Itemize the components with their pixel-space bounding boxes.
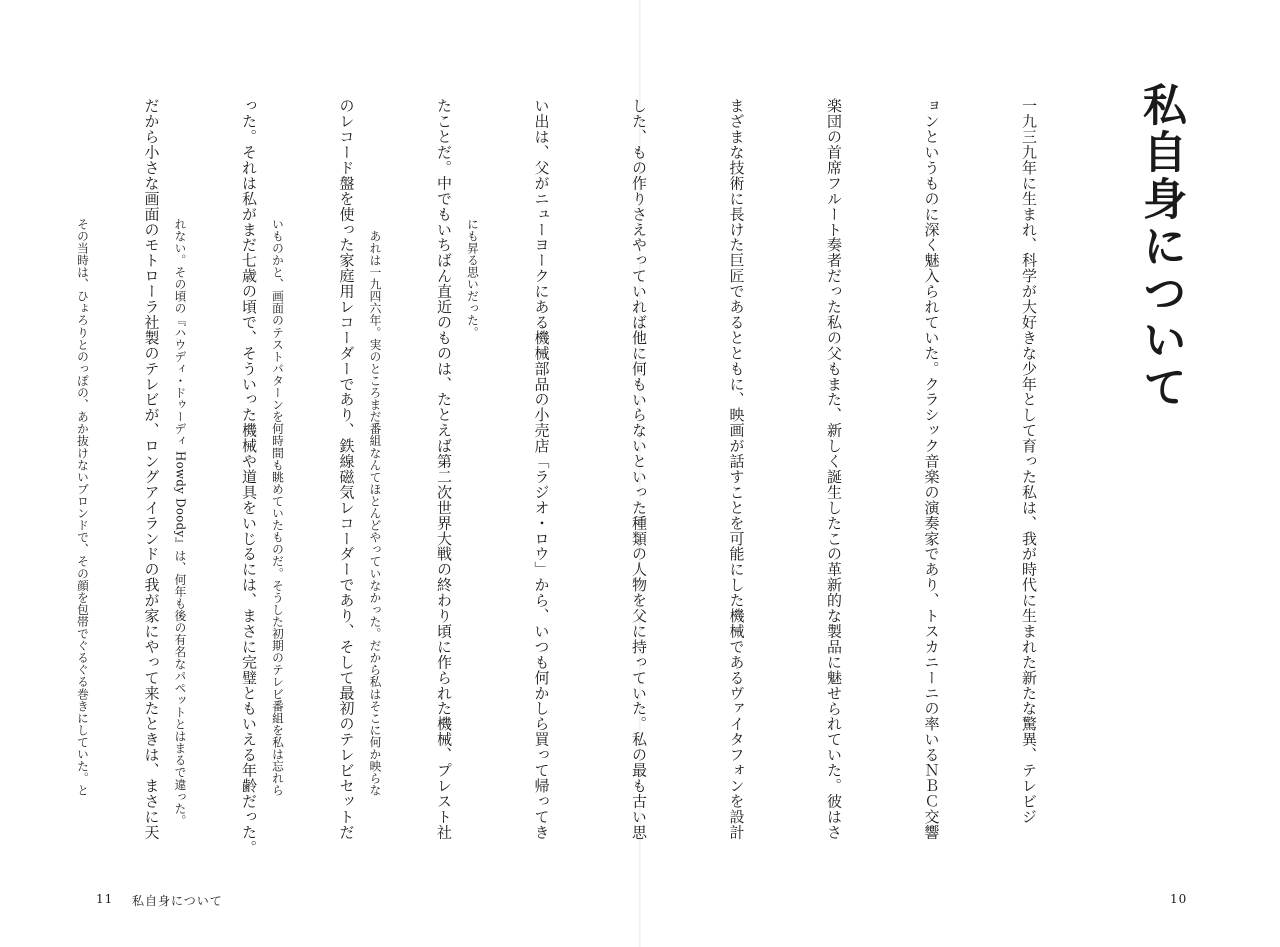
text-line: だから小さな画面のモトローラ社製のテレビが、ロングアイランドの我が家にやって来たときは、まさに天	[142, 98, 161, 840]
running-head: 私自身について	[132, 894, 223, 908]
page-number-left: 11	[96, 892, 114, 906]
text-line: った。それは私がまだ七歳の頃で、そういった機械や道具をいじるには、まさに完璧ともいえる年齢だった。	[240, 98, 258, 856]
text-line: まざまな技術に長けた巨匠であるとともに、映画が話すことを可能にした機械であるヴァイタフォンを設計	[727, 98, 746, 840]
text-line: あれは一九四六年。実のところまだ番組なんてほとんどやっていなかった。だから私はそこに何か映らな	[368, 218, 383, 797]
text-line: いものかと、画面のテストパターンを何時間も眺めていたものだ。そうした初期のテレビ番組を私は忘れら	[271, 218, 285, 797]
text-line: ョンというものに深く魅入られていた。クラシック音楽の演奏家であり、トスカニーニの率いるＮＢＣ交響	[922, 98, 941, 840]
text-line: たことだ。中でもいちばん直近のものは、たとえば第二次世界大戦の終わり頃に作られた機械、プレスト社	[435, 98, 453, 840]
text-line: した、もの作りさえやっていれば他に何もいらないといった種類の人物を父に持っていた。私の最も古い思	[630, 98, 648, 840]
left-page-body	[74, 218, 554, 858]
page-number-right: 10	[1170, 892, 1188, 906]
text-line: その当時は、ひょろりとのっぽの、あか抜けないブロンドで、その顔を包帯でぐるぐる巻きにしていた。と	[76, 218, 90, 797]
chapter-title: 私自身について	[1135, 82, 1186, 411]
text-line: い出は、父がニューヨークにある機械部品の小売店「ラジオ・ロウ」から、いつも何かしら買って帰ってき	[532, 98, 551, 840]
text-line: 楽団の首席フルート奏者だった私の父もまた、新しく誕生したこの革新的な製品に魅せられていた。彼はさ	[825, 98, 843, 840]
text-line: 一九三九年に生まれ、科学が大好きな少年として育った私は、我が時代に生まれた新たな驚異、テレビジ	[1020, 98, 1038, 825]
text-line: のレコード盤を使った家庭用レコーダーであり、鉄線磁気レコーダーであり、そして最初のテレビセットだ	[337, 98, 356, 840]
text-line	[0, 218, 2, 858]
text-line: れない。その頃の『ハウディ・ドゥーディ Howdy Doody』は、何年も後の有名なパペットとはまるで違った。	[173, 218, 188, 827]
text-line: にも昇る思いだった。	[466, 218, 480, 339]
